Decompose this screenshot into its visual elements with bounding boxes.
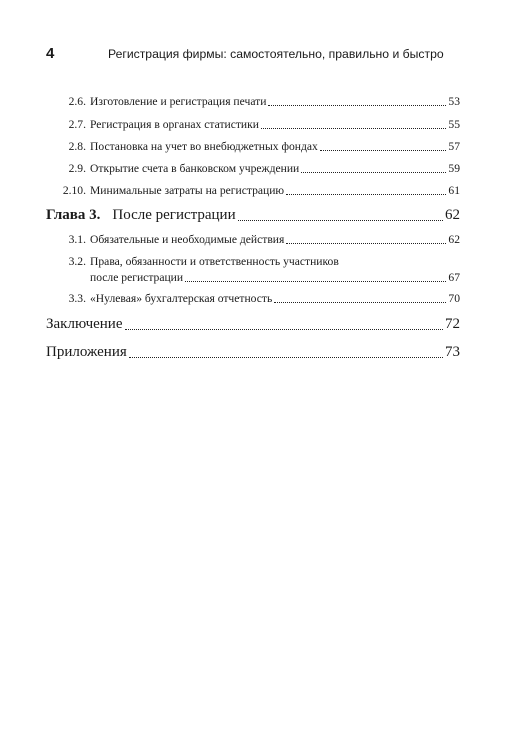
leader-dots xyxy=(125,329,444,330)
page-ref: 62 xyxy=(448,233,460,246)
leader-dots xyxy=(274,302,446,303)
toc-conclusion[interactable] xyxy=(46,314,460,334)
section-title: «Нулевая» бухгалтерская отчетность xyxy=(90,292,273,305)
section-number: 2.10. xyxy=(62,184,86,197)
section-number: 2.9. xyxy=(68,162,86,175)
page-ref: 70 xyxy=(448,292,460,305)
toc-entry-2-10[interactable] xyxy=(56,183,460,199)
toc-entry-3-3[interactable] xyxy=(56,291,460,307)
page-ref: 67 xyxy=(448,271,460,284)
chapter-title: После регистрации xyxy=(112,207,236,223)
section-title: Постановка на учет во внебюджетных фондах xyxy=(90,140,318,153)
section-title: Изготовление и регистрация печати xyxy=(90,95,267,108)
page-ref: 59 xyxy=(448,162,460,175)
appendices-title: Приложения xyxy=(46,344,127,360)
section-number: 2.6. xyxy=(68,95,86,108)
conclusion-title: Заключение xyxy=(46,316,123,332)
toc-entry-2-9[interactable] xyxy=(56,161,460,177)
section-title-line1: Права, обязанности и ответственность участников xyxy=(90,255,339,268)
page-ref: 72 xyxy=(445,316,460,332)
page-ref: 53 xyxy=(448,95,460,108)
section-number: 3.1. xyxy=(68,233,86,246)
toc-appendices[interactable] xyxy=(46,342,460,362)
leader-dots xyxy=(268,105,446,106)
section-title: Обязательные и необходимые действия xyxy=(90,233,285,246)
leader-dots xyxy=(129,357,443,358)
page-ref: 62 xyxy=(445,207,460,223)
section-number: 2.8. xyxy=(68,140,86,153)
page-number: 4 xyxy=(46,45,55,62)
section-title: Открытие счета в банковском учреждении xyxy=(90,162,300,175)
toc-chapter-3[interactable] xyxy=(46,205,460,225)
chapter-label: Глава 3. xyxy=(46,207,101,223)
leader-dots xyxy=(301,172,446,173)
leader-dots xyxy=(320,150,447,151)
section-number: 3.3. xyxy=(68,292,86,305)
section-title: Минимальные затраты на регистрацию xyxy=(90,184,285,197)
page-ref: 61 xyxy=(448,184,460,197)
leader-dots xyxy=(238,220,443,221)
toc-entry-3-1[interactable] xyxy=(56,232,460,248)
leader-dots xyxy=(286,243,446,244)
toc-entry-2-7[interactable] xyxy=(56,117,460,133)
section-title: Регистрация в органах статистики xyxy=(90,118,259,131)
running-title: Регистрация фирмы: самостоятельно, правильно и быстро xyxy=(108,47,444,61)
toc-entry-2-6[interactable] xyxy=(56,94,460,110)
running-header xyxy=(0,44,506,66)
leader-dots xyxy=(185,281,446,282)
section-number: 2.7. xyxy=(68,118,86,131)
leader-dots xyxy=(261,128,446,129)
leader-dots xyxy=(286,194,446,195)
page-ref: 57 xyxy=(448,140,460,153)
toc-entry-2-8[interactable] xyxy=(56,139,460,155)
page-ref: 55 xyxy=(448,118,460,131)
page-ref: 73 xyxy=(445,344,460,360)
section-title-line2: после регистрации xyxy=(90,271,184,284)
section-number: 3.2. xyxy=(68,255,86,268)
toc-entry-3-2[interactable] xyxy=(56,254,460,286)
